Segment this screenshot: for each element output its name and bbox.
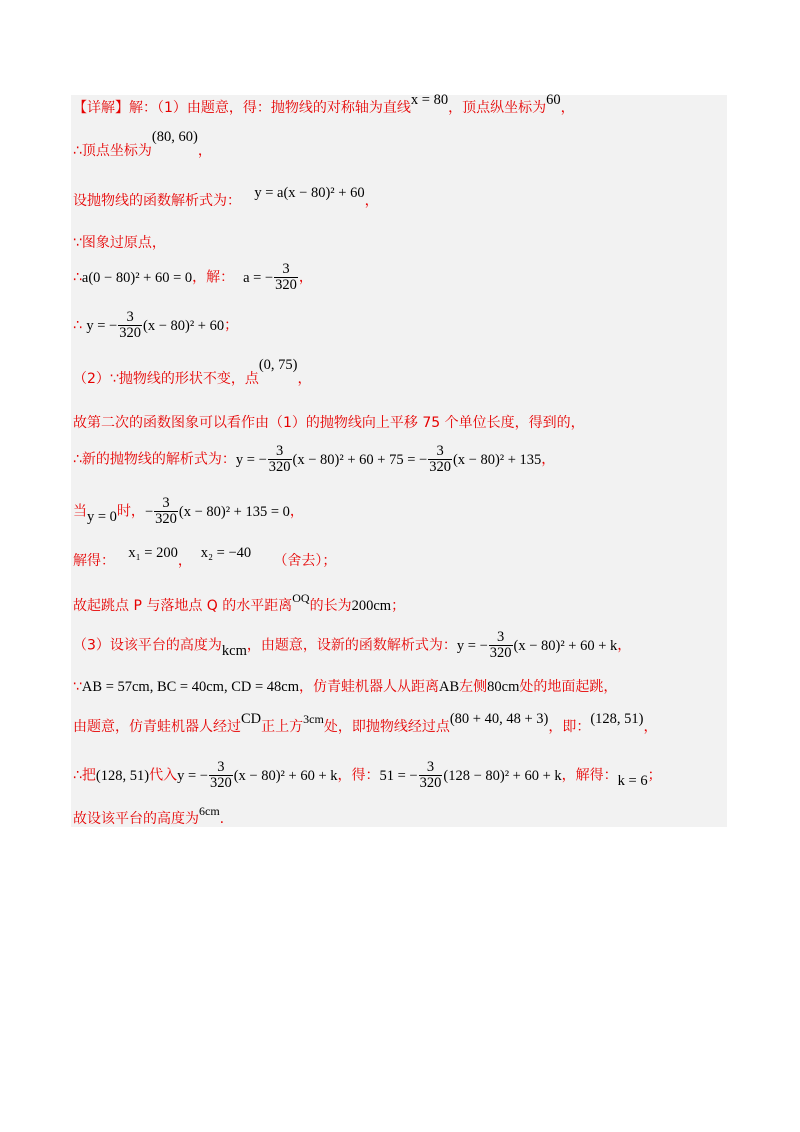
line-5 — [73, 262, 313, 293]
text: ， — [197, 143, 212, 159]
text: 设抛物线的函数解析式为： — [73, 193, 241, 209]
text: （2）∵抛物线的形状不变，点 — [73, 371, 259, 387]
math-x2: x₂ = −40 — [200, 545, 252, 561]
text: 正上方 — [261, 719, 304, 735]
text: （3）设该平台的高度为 — [73, 637, 222, 654]
text: ， — [617, 637, 632, 654]
text: ∵ — [73, 679, 82, 695]
line-16 — [73, 760, 662, 791]
math-y-lhs: y = − — [177, 767, 208, 784]
math-tail: (x − 80)² + 135 — [452, 451, 542, 468]
text: ， — [297, 371, 312, 387]
text: ，由题意，设新的函数解析式为： — [246, 637, 457, 654]
math-vertex-y: 60 — [546, 92, 561, 108]
math-tail: (x − 80)² + 60 + k — [513, 637, 618, 654]
math-a-lhs: a = − — [243, 269, 274, 286]
text: 当 — [73, 503, 87, 520]
text: 故第二次的函数图象可以看作由（1）的抛物线向上平移 75 个单位长度，得到的， — [73, 415, 585, 431]
fraction: $\frac{3}{320}$ — [419, 759, 442, 791]
line-14 — [73, 676, 617, 696]
math-y-lhs: y = − — [235, 451, 267, 468]
text: ，仿青蛙机器人从距离 — [298, 679, 439, 695]
text: （舍去）； — [273, 553, 337, 569]
math-origin-eq: a(0 − 80)² + 60 = 0 — [81, 269, 193, 286]
text: ； — [647, 767, 662, 784]
math-tail: (x − 80)² + 60 + 75 = − — [292, 451, 428, 468]
text: ； — [391, 598, 406, 614]
text: ， — [643, 719, 658, 735]
line-13 — [73, 630, 631, 661]
math-vertex-form: y = a(x − 80)² + 60 — [254, 185, 365, 201]
line-15 — [73, 711, 658, 736]
text: ， — [298, 269, 313, 286]
math-point: (128, 51) — [95, 767, 150, 784]
text: 左侧 — [459, 679, 488, 695]
math-tail: (x − 80)² + 60 + k — [233, 767, 338, 784]
math-cd: CD — [241, 711, 262, 727]
text: ， — [560, 100, 575, 116]
text: ∴ — [73, 317, 82, 334]
text: ∴顶点坐标为 — [73, 143, 152, 159]
line-11 — [73, 545, 337, 570]
text: 由题意，仿青蛙机器人经过 — [73, 719, 241, 735]
math-tail: (128 − 80)² + 60 + k — [443, 767, 562, 784]
line-2 — [73, 129, 212, 160]
math-distance: 200cm — [351, 598, 392, 614]
line-7 — [73, 357, 312, 388]
math-eq-lhs: − — [144, 503, 154, 520]
math-point: (0, 75) — [258, 357, 298, 373]
fraction: $\frac{3}{320}$ — [209, 759, 232, 791]
text: ∴把 — [73, 767, 96, 784]
fraction: $\frac{3}{320}$ — [429, 443, 451, 475]
math-x1: x₁ = 200 — [128, 545, 178, 561]
math-vertex: (80, 60) — [151, 129, 198, 145]
fraction: $\frac{3}{320}$ — [119, 309, 141, 341]
line-8 — [73, 412, 585, 432]
math-sub-lhs: 51 = − — [379, 767, 418, 784]
line-4 — [73, 232, 166, 252]
math-y-lhs: y = − — [86, 317, 118, 334]
fraction: $\frac{3}{320}$ — [489, 629, 512, 661]
math-point-sum: (80 + 40, 48 + 3) — [449, 711, 549, 727]
math-6cm: 6cm — [199, 804, 220, 818]
math-oq: OQ — [292, 591, 310, 605]
math-k-val: k = 6 — [617, 772, 648, 789]
math-lengths: AB = 57cm, BC = 40cm, CD = 48cm — [81, 679, 299, 695]
fraction: $\frac{3}{320}$ — [275, 261, 297, 293]
fraction: $\frac{3}{320}$ — [268, 443, 291, 475]
fraction: $\frac{3}{320}$ — [155, 495, 177, 527]
line-6 — [73, 310, 238, 341]
line-1 — [73, 92, 575, 117]
text: ， — [177, 553, 192, 569]
math-ab: AB — [438, 679, 460, 695]
math-tail: (x − 80)² + 60 — [142, 317, 225, 334]
line-17 — [73, 804, 225, 828]
text: 【详解】解：（1）由题意，得：抛物线的对称轴为直线 — [73, 100, 411, 116]
text: ； — [224, 317, 239, 334]
math-point: (128, 51) — [590, 711, 644, 727]
text: 故设该平台的高度为 — [73, 811, 199, 827]
math-y-lhs: y = − — [456, 637, 488, 654]
math-k: kcm — [221, 642, 247, 659]
math-3cm: 3cm — [303, 712, 324, 726]
text: 故起跳点 P 与落地点 Q 的水平距离 — [73, 598, 293, 614]
text: 处，即抛物线经过点 — [323, 719, 450, 735]
text: ∴ — [73, 269, 82, 286]
text: ， — [364, 193, 379, 209]
text: ∴新的抛物线的解析式为： — [73, 451, 236, 468]
text: 解得： — [73, 553, 115, 569]
text: 代入 — [149, 767, 178, 784]
line-9 — [73, 444, 555, 475]
text: . — [219, 811, 225, 827]
math-80cm: 80cm — [487, 679, 520, 695]
text: ，即： — [548, 719, 591, 735]
text: ，解得： — [561, 767, 618, 784]
text: ∵图象过原点， — [73, 235, 166, 251]
text: ，解： — [192, 269, 235, 286]
text: 的长为 — [309, 598, 352, 614]
line-10 — [73, 496, 304, 527]
text: 处的地面起跳， — [519, 679, 618, 695]
text: ，顶点纵坐标为 — [448, 100, 547, 116]
math-symmetry-axis: x = 80 — [410, 92, 449, 108]
text: ， — [289, 503, 304, 520]
line-3 — [73, 185, 379, 210]
text: 时， — [116, 503, 145, 520]
line-12 — [73, 591, 406, 615]
text: ， — [541, 451, 556, 468]
text: ，得： — [337, 767, 380, 784]
math-tail: (x − 80)² + 135 = 0 — [178, 503, 290, 520]
math-y-zero: y = 0 — [87, 508, 117, 525]
